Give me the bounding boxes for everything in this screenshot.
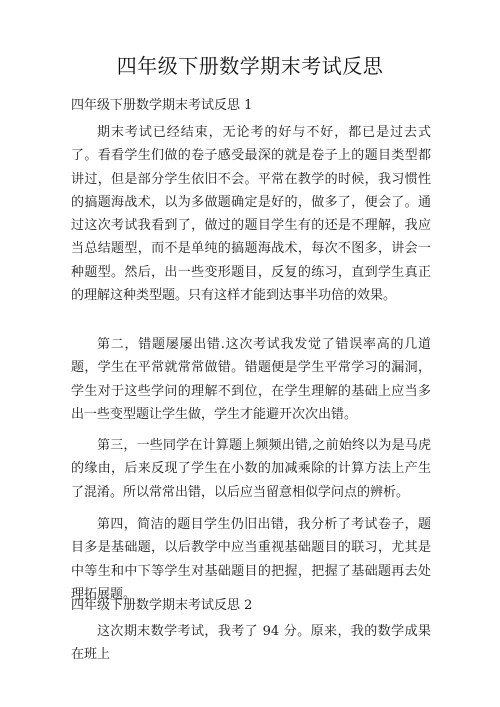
- section-1-paragraph-1: 期末考试已经结束，无论考的好与不好，都已是过去式了。看看学生们做的卷子感受最深的就是卷子上的题目类型都讲过，但是部分学生依旧不会。平常在教学的时候，我习惯性的搞题海战术，以为多做题确定是好的，做多了，便会了。通过这次考试我看到了，做过的题目学生有的还是不理解，我应当总结题型，而不是单纯的搞题海战术，每次不图多，讲会一种题型。然后，出一些变形题目，反复的练习，直到学生真正的理解这种类型题。只有这样才能到达事半功倍的效果。: [71, 125, 431, 304]
- section-2-paragraph-1: 这次期末数学考试，我考了 94 分。原来，我的数学成果在班上: [71, 624, 431, 663]
- section-1-paragraph-4: 第四，简洁的题目学生仍旧出错，我分析了考试卷子，题目多是基础题，以后教学中应当重视基础题目的联习，尤其是中等生和中下等学生对基础题目的把握，把握了基础题再去处理拓展题。: [71, 517, 431, 602]
- section-heading-2: 四年级下册数学期末考试反思 2: [71, 598, 253, 613]
- document-title: 四年级下册数学期末考试反思: [116, 54, 384, 78]
- section-heading-1: 四年级下册数学期末考试反思 1: [71, 98, 253, 113]
- section-1-paragraph-3: 第三，一些同学在计算题上频频出错,之前始终以为是马虎的缘由，后来反现了学生在小数的加减乘除的计算方法上产生了混淆。所以常常出错，以后应当留意相似学问点的辨析。: [71, 438, 431, 500]
- section-1-paragraph-2: 第二，错题屡屡出错.这次考试我发觉了错误率高的几道题，学生在平常就常常做错。错题便是学生平常学习的漏洞，学生对于这些学问的理解不到位，在学生理解的基础上应当多出一些变型题让学生做，学生才能避开次次出错。: [71, 337, 431, 422]
